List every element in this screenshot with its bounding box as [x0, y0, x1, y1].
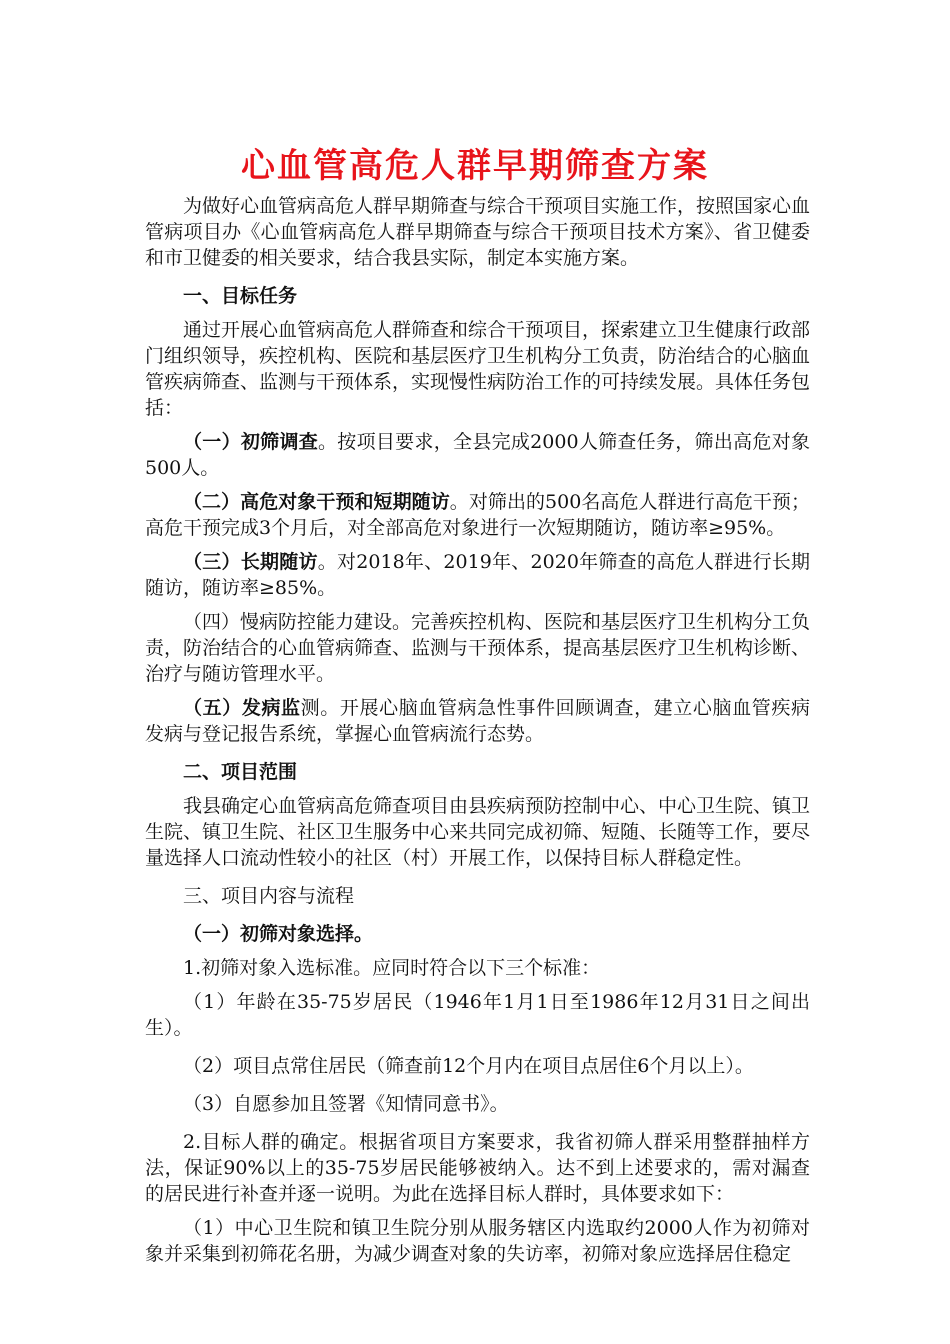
task-item-1-label: （一）初筛调查: [183, 431, 319, 453]
task-item-2-label: （二）高危对象干预和短期随访: [183, 491, 450, 513]
task-item-4-text: （四）慢病防控能力建设。完善疾控机构、医院和基层医疗卫生机构分工负责，防治结合的心血管病筛查、监测与干预体系，提高基层医疗卫生机构诊断、治疗与随访管理水平。: [145, 611, 811, 685]
page-title: 心血管高危人群早期筛查方案: [241, 146, 709, 186]
task-item-3-label: （三）长期随访: [183, 551, 318, 573]
task-item-4: [145, 609, 810, 687]
task-item-2-text: 。对筛出的500名高危人群进行高危干预；高危干预完成3个月后，对全部高危对象进行一次短期随访，随访率≥95%。: [145, 491, 810, 539]
selection-requirement-1: （1）中心卫生院和镇卫生院分别从服务辖区内选取约2000人作为初筛对象并采集到初筛花名册，为减少调查对象的失访率，初筛对象应选择居住稳定: [145, 1217, 810, 1265]
task-item-3: [145, 549, 810, 601]
section2-paragraph: 我县确定心血管病高危筛查项目由县疾病预防控制中心、中心卫生院、镇卫生院、镇卫生院、社区卫生服务中心来共同完成初筛、短随、长随等工作，要尽量选择人口流动性较小的社区（村）开展工作，以保持目标人群稳定性。: [145, 795, 811, 869]
task-item-2: [145, 489, 810, 541]
criterion-2: （2）项目点常住居民（筛查前12个月内在项目点居住6个月以上）。: [183, 1055, 754, 1077]
intro-paragraph: 为做好心血管病高危人群早期筛查与综合干预项目实施工作，按照国家心血管病项目办《心血管病高危人群早期筛查与综合干预项目技术方案》、省卫健委和市卫健委的相关要求，结合我县实际，制定本实施方案。: [145, 195, 811, 269]
section3-subheading: （一）初筛对象选择。: [183, 923, 374, 945]
task-item-5-text: 测。开展心脑血管病急性事件回顾调查，建立心脑血管疾病发病与登记报告系统，掌握心血管病流行态势。: [145, 697, 810, 745]
section1-heading: 一、目标任务: [183, 285, 298, 307]
criterion-3: （3）自愿参加且签署《知情同意书》。: [183, 1093, 509, 1115]
task-item-1-text: 。按项目要求，全县完成2000人筛查任务，筛出高危对象500人。: [145, 431, 810, 479]
section2-heading: 二、项目范围: [183, 761, 298, 783]
task-item-3-text: 。对2018年、2019年、2020年筛查的高危人群进行长期随访，随访率≥85%。: [145, 551, 810, 599]
task-item-5-label: （五）发病监: [183, 697, 301, 719]
document-body: [145, 193, 810, 1267]
criteria-intro: 1.初筛对象入选标准。应同时符合以下三个标准：: [183, 957, 601, 979]
section1-paragraph: 通过开展心血管病高危人群筛查和综合干预项目，探索建立卫生健康行政部门组织领导，疾控机构、医院和基层医疗卫生机构分工负责，防治结合的心脑血管疾病筛查、监测与干预体系，实现慢性病防治工作的可持续发展。具体任务包括：: [145, 319, 811, 419]
task-item-5: [145, 695, 810, 747]
target-population-paragraph: 2.目标人群的确定。根据省项目方案要求，我省初筛人群采用整群抽样方法，保证90%以上的35-75岁居民能够被纳入。达不到上述要求的，需对漏查的居民进行补查并逐一说明。为此在选择目标人群时，具体要求如下：: [145, 1131, 810, 1205]
criterion-1: （1）年龄在35-75岁居民（1946年1月1日至1986年12月31日之间出生）。: [145, 991, 810, 1039]
task-item-1: [145, 429, 810, 481]
section3-heading: 三、项目内容与流程: [183, 885, 355, 907]
